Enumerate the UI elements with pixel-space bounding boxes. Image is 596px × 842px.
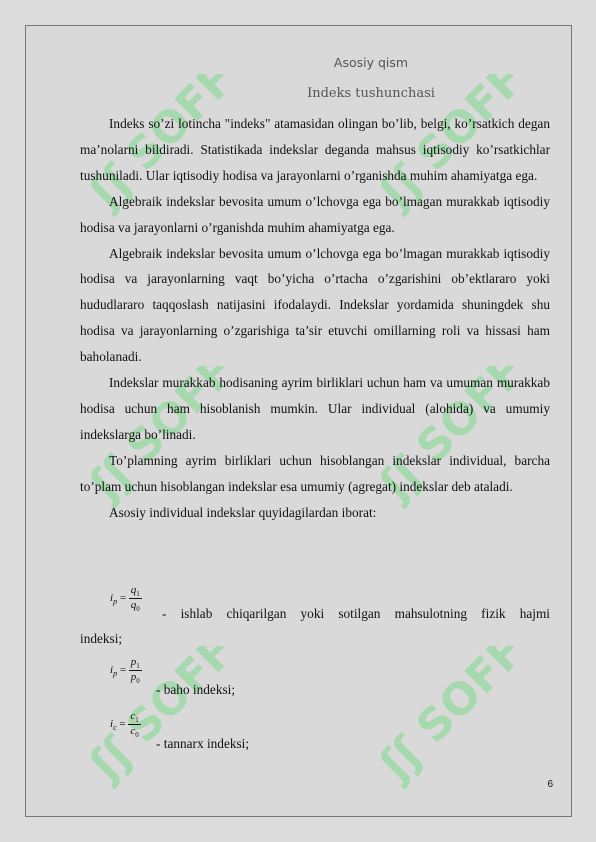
numerator-subscript: 1 [136,662,140,671]
svg-text:ʃʃ SOFF: ʃʃ SOFF [80,74,226,218]
svg-text:ʃʃ SOFF: ʃʃ SOFF [370,646,516,790]
paragraph: Asosiy individual indekslar quyidagilardan iborat: [109,504,377,520]
formula-description: - ishlab chiqarilgan yoki sotilgan mahsulotning fizik hajmi [162,606,550,621]
paragraph: Indeks so’zi lotincha "indeks" atamasidan olingan bo’lib, belgi, ko’rsatkich degan ma’nolarni bildiradi. Statistikada indekslar deganda mahsus iqtisodiy ko’rsatkichlar tushuniladi. Ular iqtisodiy hodisa va jarayonlarni o’rganishda muhim ahamiyatga ega. [80,116,550,183]
subsection-title: Indeks tushunchasi [307,86,435,101]
formula-cost: $i_c$ = $\frac{c_1}{c_0}$ - tannarx indeksi; [110,710,250,751]
numerator-subscript: 1 [136,590,140,599]
fraction [129,656,142,685]
numerator: q [130,584,137,596]
svg-text:ʃʃ SOFF: ʃʃ SOFF [80,366,226,510]
formula-symbol: i [110,664,114,677]
section-title: Asosiy qism [333,55,409,70]
paragraph: Algebraik indekslar bevosita umum o’lchovga ega bo’lmagan murakkab iqtisodiy hodisa va jarayonlarning vaqt bo’yicha o’rtacha o’zgarishini ob’ektlararo yoki hududlararo taqqoslash natijasini ifodalaydi. Indekslar yordamida shuningdek shu hodisa va jarayonlarning o’zgarishiga ta’sir etuvchi omillarning roli va hissasi ham baholanadi. [80,245,550,365]
denominator: c [130,725,136,738]
formula-symbol: i [110,718,114,731]
formula-subscript: c [113,723,117,733]
formula-subscript: p [113,669,118,679]
body-text [80,111,550,526]
denominator: q [130,599,137,612]
formula-physical-volume: $i_p$ = $\frac{q_1}{q_0}$ - ishlab chiqarilgan yoki sotilgan mahsulotning fizik hajmi indeksi; [80,584,550,646]
svg-text:ʃʃ SOFF: ʃʃ SOFF [80,646,226,790]
denominator: p [130,671,137,684]
denominator-subscript: 0 [136,605,140,614]
svg-text:ʃʃ SOFF: ʃʃ SOFF [370,74,516,218]
denominator-subscript: 0 [135,731,139,740]
formula-description: - tannarx indeksi; [156,736,250,751]
formula-symbol: i [110,592,114,605]
formula-description: - baho indeksi; [156,682,236,697]
denominator-subscript: 0 [136,677,140,686]
numerator: c [130,710,136,722]
fraction [129,584,142,613]
paragraph: Indekslar murakkab hodisaning ayrim birliklari uchun ham va umuman murakkab hodisa uchun ham hisoblanish mumkin. Ular individual (alohida) va umumiy indekslarga bo’linadi. [80,375,550,442]
formula-subscript: p [113,597,118,607]
svg-text:ʃʃ SOFF: ʃʃ SOFF [370,366,516,510]
numerator: p [130,656,137,668]
numerator-subscript: 1 [135,716,139,725]
paragraph: Algebraik indekslar bevosita umum o’lchovga ega bo’lmagan murakkab iqtisodiy hodisa va jarayonlarni o’rganishda muhim ahamiyatga ega. [80,193,550,235]
document-page [25,25,572,817]
fraction [128,710,140,739]
formula-price: $i_p$ = $\frac{p_1}{p_0}$ - baho indeksi; [110,656,236,697]
paragraph: To’plamning ayrim birliklari uchun hisoblangan indekslar individual, barcha to’plam uchun hisoblangan indekslar esa umumiy (agregat) indekslar deb ataladi. [80,452,550,494]
formula-description-continued: indeksi; [80,631,123,646]
page-number: 6 [547,779,553,790]
